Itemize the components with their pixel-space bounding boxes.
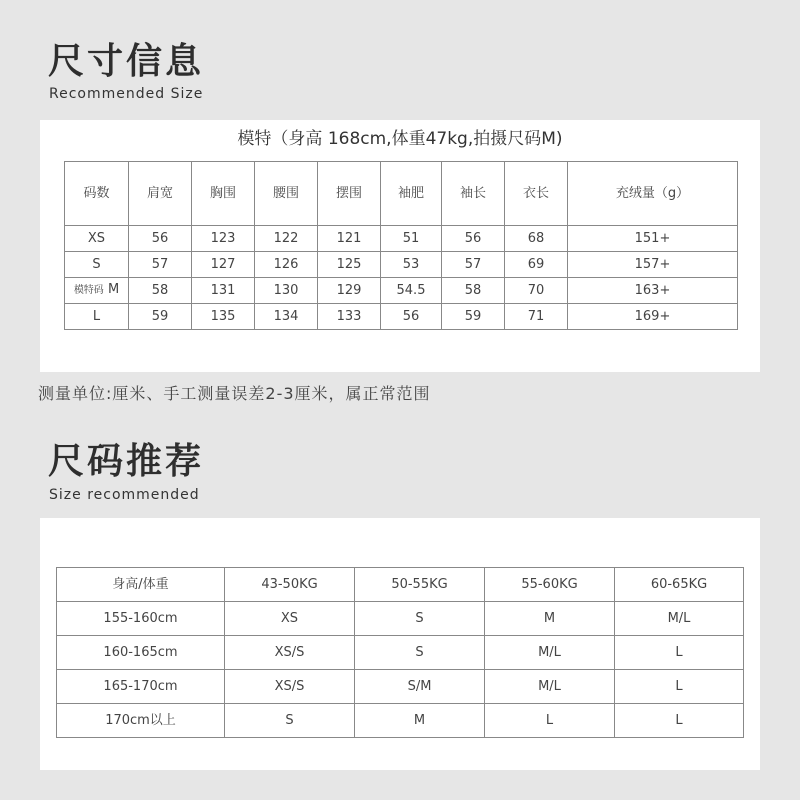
value-cell: 125 [318,252,381,278]
header-cell: 摆围 [318,162,381,226]
value-cell: 58 [129,278,192,304]
height-cell: 170cm以上 [57,704,225,738]
value-cell: 70 [505,278,568,304]
size-cell: S [355,602,485,636]
value-cell: 163+ [568,278,738,304]
value-cell: 129 [318,278,381,304]
value-cell: 127 [192,252,255,278]
measurement-note: 测量单位:厘米、手工测量误差2-3厘米，属正常范围 [38,384,431,403]
size-cell: S [355,636,485,670]
size-label: M [107,282,120,297]
size-label: XS [87,230,106,246]
value-cell: 71 [505,304,568,330]
size-cell [65,226,129,252]
size-info-table [64,161,738,330]
size-cell [65,304,129,330]
table-row [57,670,744,704]
size-cell: S [225,704,355,738]
table-header-row [57,568,744,602]
size-cell: L [485,704,615,738]
value-cell: 130 [255,278,318,304]
header-cell: 55-60KG [485,568,615,602]
size-cell: M [355,704,485,738]
header-cell: 袖长 [442,162,505,226]
size-info-panel [40,120,760,372]
value-cell: 58 [442,278,505,304]
table-row [65,252,738,278]
size-cell: L [615,704,744,738]
size-cell: XS/S [225,636,355,670]
size-cell: XS [225,602,355,636]
header-cell: 50-55KG [355,568,485,602]
header-cell: 43-50KG [225,568,355,602]
size-cell: M/L [615,602,744,636]
height-cell: 165-170cm [57,670,225,704]
table-row [65,304,738,330]
model-caption: 模特（身高 168cm,体重47kg,拍摄尺码M) [237,129,563,149]
value-cell: 169+ [568,304,738,330]
value-cell: 69 [505,252,568,278]
value-cell: 134 [255,304,318,330]
value-cell: 157+ [568,252,738,278]
value-cell: 59 [129,304,192,330]
size-label: L [92,308,101,324]
header-cell: 身高/体重 [57,568,225,602]
size-cell: S/M [355,670,485,704]
value-cell: 53 [381,252,442,278]
header-cell: 衣长 [505,162,568,226]
header-cell: 胸围 [192,162,255,226]
header-cell: 袖肥 [381,162,442,226]
value-cell: 68 [505,226,568,252]
table-row [57,636,744,670]
section-subtitle-size-recommend: Size recommended [49,487,200,503]
value-cell: 123 [192,226,255,252]
section-subtitle-size-info: Recommended Size [49,86,204,102]
section-title-size-recommend: 尺码推荐 [48,441,205,482]
table-header-row [65,162,738,226]
value-cell: 56 [129,226,192,252]
size-prefix: 模特码 [73,285,104,296]
table-row [57,704,744,738]
value-cell: 135 [192,304,255,330]
header-cell: 充绒量（g） [568,162,738,226]
header-cell: 60-65KG [615,568,744,602]
table-row [65,226,738,252]
value-cell: 56 [381,304,442,330]
value-cell: 126 [255,252,318,278]
value-cell: 59 [442,304,505,330]
size-cell [65,278,129,304]
value-cell: 51 [381,226,442,252]
size-cell: XS/S [225,670,355,704]
section-title-size-info: 尺寸信息 [48,41,205,82]
value-cell: 57 [129,252,192,278]
size-cell: L [615,636,744,670]
value-cell: 133 [318,304,381,330]
size-cell [65,252,129,278]
table-row [57,602,744,636]
size-cell: M/L [485,670,615,704]
height-cell: 155-160cm [57,602,225,636]
value-cell: 57 [442,252,505,278]
size-recommend-panel [40,518,760,770]
value-cell: 151+ [568,226,738,252]
height-cell: 160-165cm [57,636,225,670]
size-recommend-table [56,567,744,738]
value-cell: 54.5 [381,278,442,304]
size-cell: M/L [485,636,615,670]
size-cell: M [485,602,615,636]
value-cell: 121 [318,226,381,252]
size-cell: L [615,670,744,704]
value-cell: 56 [442,226,505,252]
table-row [65,278,738,304]
header-cell: 腰围 [255,162,318,226]
header-cell: 码数 [65,162,129,226]
size-label: S [92,256,101,272]
value-cell: 131 [192,278,255,304]
value-cell: 122 [255,226,318,252]
header-cell: 肩宽 [129,162,192,226]
